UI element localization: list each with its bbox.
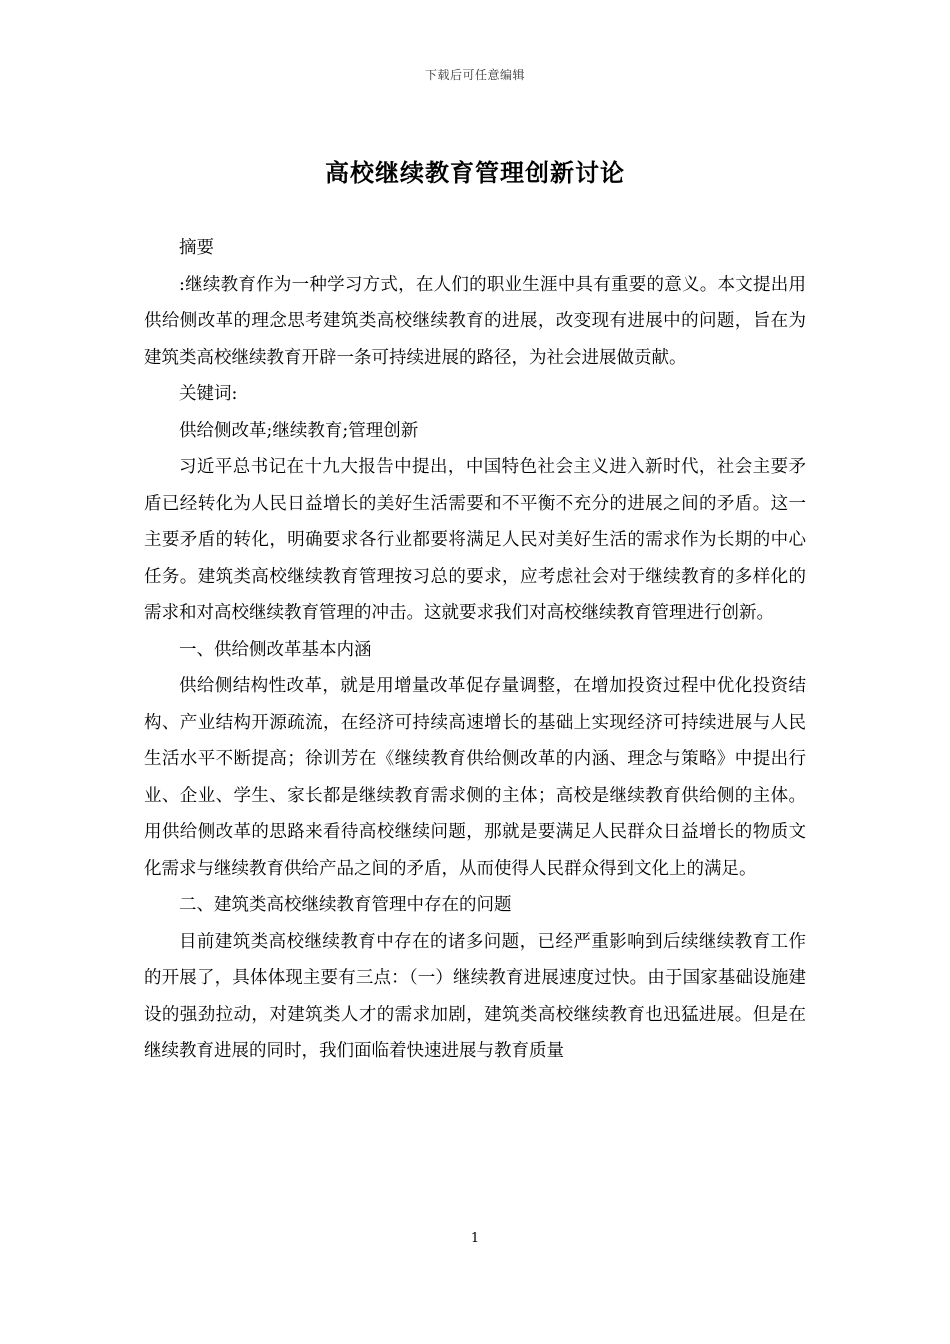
page-header: 下载后可任意编辑: [424, 68, 525, 82]
abstract-heading: 摘要: [179, 238, 214, 258]
keywords-heading: 关键词:: [179, 384, 238, 404]
keywords-text: 供给侧改革;继续教育;管理创新: [179, 420, 419, 441]
document-title: 高校继续教育管理创新讨论: [325, 158, 625, 187]
section-heading-2: 二、建筑类高校继续教育管理中存在的问题: [179, 895, 512, 915]
page-number: 1: [470, 1231, 480, 1246]
document-body: [144, 230, 806, 1070]
section-heading-1: 一、供给侧改革基本内涵: [179, 639, 372, 660]
body-paragraph: 习近平总书记在十九大报告中提出，中国特色社会主义进入新时代，社会主要矛盾已经转化为人民日益增长的美好生活需要和不平衡不充分的进展之间的矛盾。这一主要矛盾的转化，明确要求各行业都要将满足人民对美好生活的需求作为长期的中心任务。建筑类高校继续教育管理按习总的要求，应考虑社会对于继续教育的多样化的需求和对高校继续教育管理的冲击。这就要求我们对高校继续教育管理进行创新。: [144, 457, 806, 623]
abstract-text: :继续教育作为一种学习方式，在人们的职业生涯中具有重要的意义。本文提出用供给侧改革的理念思考建筑类高校继续教育的进展，改变现有进展中的问题，旨在为建筑类高校继续教育开辟一条可持续进展的路径，为社会进展做贡献。: [144, 274, 806, 368]
body-paragraph: 目前建筑类高校继续教育中存在的诸多问题，已经严重影响到后续继续教育工作的开展了，具体体现主要有三点：（一）继续教育进展速度过快。由于国家基础设施建设的强劲拉动，对建筑类人才的需求加剧，建筑类高校继续教育也迅猛进展。但是在继续教育进展的同时，我们面临着快速进展与教育质量: [144, 931, 806, 1061]
body-paragraph: 供给侧结构性改革，就是用增量改革促存量调整，在增加投资过程中优化投资结构、产业结构开源疏流，在经济可持续高速增长的基础上实现经济可持续进展与人民生活水平不断提高；徐训芳在《继续教育供给侧改革的内涵、理念与策略》中提出行业、企业、学生、家长都是继续教育需求侧的主体；高校是继续教育供给侧的主体。用供给侧改革的思路来看待高校继续问题，那就是要满足人民群众日益增长的物质文化需求与继续教育供给产品之间的矛盾，从而使得人民群众得到文化上的满足。: [144, 676, 806, 879]
